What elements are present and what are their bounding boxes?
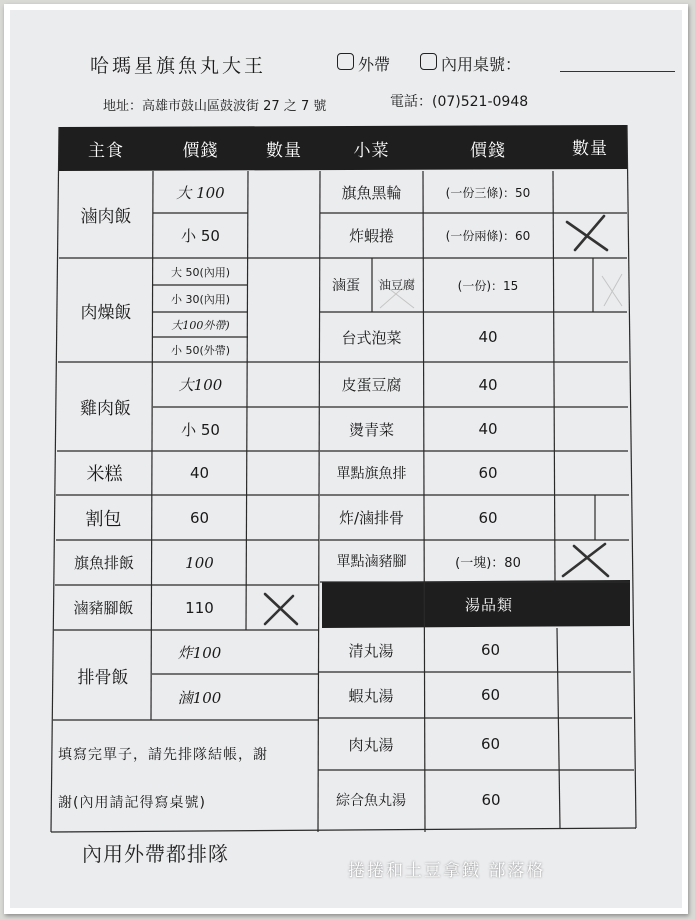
- item-paocai: 台式泡菜: [341, 328, 402, 347]
- item-rouwan: 肉丸湯: [348, 735, 394, 754]
- address: 地址：高雄市鼓山區鼓波街 27 之 7 號: [103, 99, 327, 114]
- item-qingcai: 燙青菜: [348, 420, 394, 439]
- item-xiawan: 蝦丸湯: [348, 686, 394, 705]
- rouzaofan-small-dinein: 小 30(內用): [170, 292, 231, 306]
- col-qty: 數量: [266, 141, 302, 161]
- luroufan-large: 大 100: [176, 183, 225, 202]
- item-guabao: 割包: [85, 508, 122, 530]
- rouzaofan-small-takeout: 小 50(外帶): [170, 343, 231, 357]
- qiyupai-price: 60: [478, 464, 498, 482]
- photo-frame: [4, 4, 688, 914]
- xiajuan-price: (一份兩條)：60: [445, 229, 531, 243]
- item-paigu: 炸/滷排骨: [338, 509, 405, 527]
- item-migao: 米糕: [86, 464, 123, 485]
- qingwan-price: 60: [480, 641, 501, 659]
- item-xiajuan: 炸蝦捲: [348, 227, 394, 245]
- paigu-fan-fried: 炸100: [177, 643, 222, 662]
- item-pidan: 皮蛋豆腐: [341, 376, 402, 394]
- qingcai-price: 40: [478, 420, 498, 438]
- rouwan-price: 60: [480, 735, 501, 753]
- phone: 電話：(07)521-0948: [390, 94, 529, 110]
- note-line-2: 謝(內用請記得寫桌號): [58, 795, 206, 811]
- migao-price: 40: [189, 464, 210, 482]
- item-jiroufan: 雞肉飯: [80, 399, 131, 419]
- handwritten-note: 內用外帶都排隊: [82, 842, 229, 866]
- qiyu-fan-price: 100: [185, 553, 214, 572]
- note-line-1: 填寫完單子，請先排隊結帳，謝: [58, 747, 268, 763]
- col-qty2: 數量: [572, 139, 608, 159]
- item-heilun: 旗魚黑輪: [341, 183, 402, 202]
- col-side: 小菜: [353, 141, 390, 161]
- item-zhujiao-fan: 滷豬腳飯: [73, 599, 134, 617]
- heilun-price: (一份三條)：50: [445, 185, 531, 200]
- item-qiyu-fan: 旗魚排飯: [73, 554, 134, 572]
- jiroufan-large: 大100: [178, 376, 223, 394]
- col-price2: 價錢: [470, 141, 506, 161]
- jiroufan-small: 小 50: [181, 420, 220, 439]
- takeout-label: 外帶: [358, 55, 391, 74]
- restaurant-title: 哈瑪星旗魚丸大王: [90, 55, 267, 77]
- pidan-price: 40: [478, 375, 498, 394]
- item-qiyupai: 單點旗魚排: [336, 466, 407, 482]
- zhujiao-fan-price: 110: [185, 598, 214, 617]
- xiawan-price: 60: [480, 686, 501, 704]
- paigu-fan-braised: 滷100: [177, 688, 222, 707]
- item-zonghe: 綜合魚丸湯: [336, 793, 406, 809]
- dinein-table-label: 內用桌號：: [441, 55, 522, 74]
- paigu-price: 60: [478, 508, 498, 527]
- luroufan-small: 小 50: [181, 227, 220, 245]
- rouzaofan-large-dinein: 大 50(內用): [170, 265, 231, 279]
- item-zhujiao: 單點滷豬腳: [336, 554, 407, 570]
- zhujiao-price: (一塊)：80: [455, 555, 521, 571]
- ludan-price: (一份)：15: [457, 278, 519, 293]
- item-doufu: 油豆腐: [378, 278, 415, 292]
- item-luroufan: 滷肉飯: [80, 207, 132, 227]
- paocai-price: 40: [478, 328, 498, 346]
- col-main: 主食: [88, 141, 124, 161]
- zonghe-price: 60: [481, 791, 501, 809]
- rouzaofan-large-takeout: 大100外帶): [171, 318, 230, 332]
- col-price: 價錢: [182, 141, 219, 161]
- item-paigu-fan: 排骨飯: [77, 667, 129, 688]
- order-sheet: [10, 10, 682, 908]
- item-qingwan: 清丸湯: [348, 641, 394, 660]
- item-ludan: 滷蛋: [332, 278, 360, 294]
- watermark: 捲捲和土豆拿鐵 部落格: [348, 861, 546, 881]
- soups-heading: 湯品類: [464, 595, 513, 614]
- guabao-price: 60: [189, 508, 210, 527]
- item-rouzaofan: 肉燥飯: [80, 302, 132, 323]
